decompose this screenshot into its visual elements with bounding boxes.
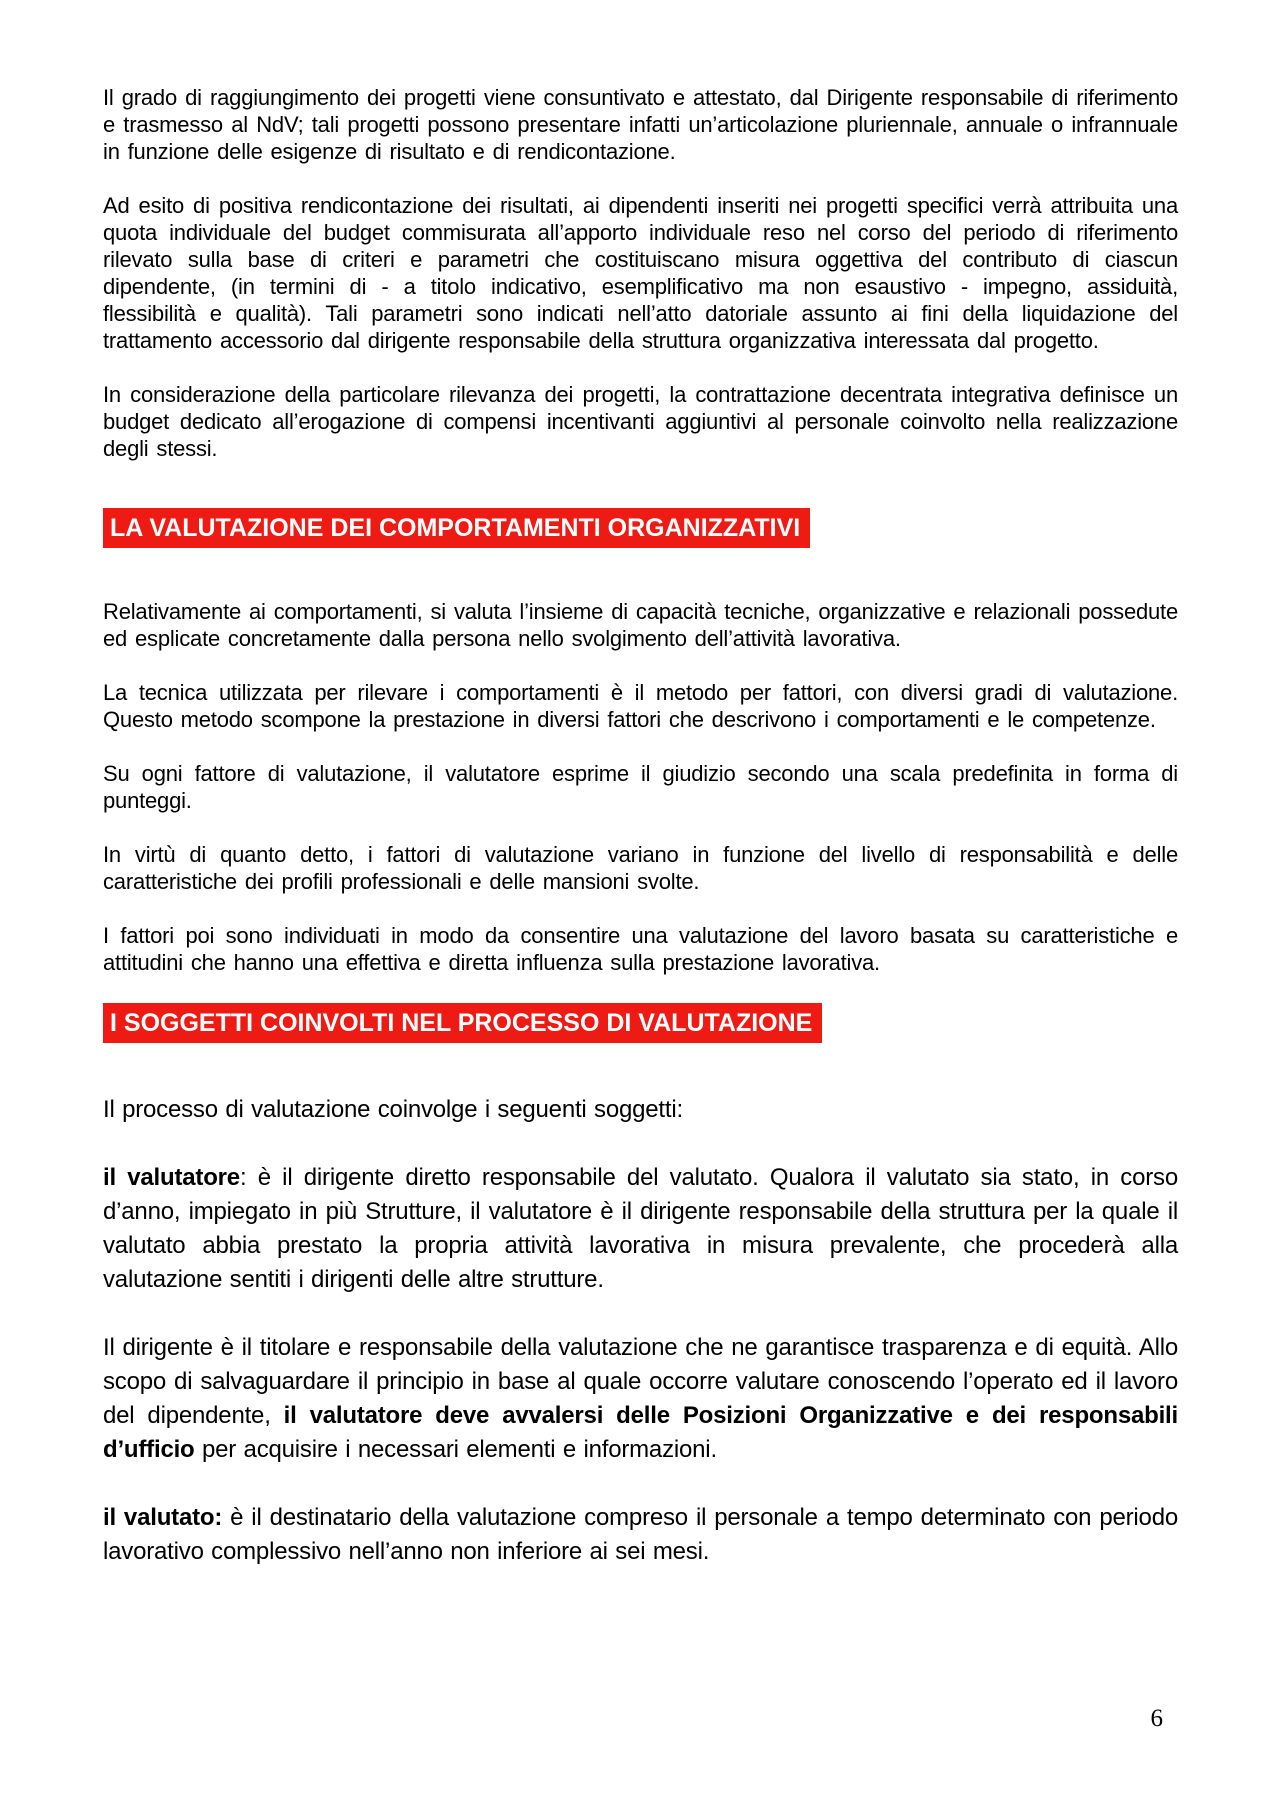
evaluatee-definition-text: è il destinatario della valutazione compreso il personale a tempo determinato con periodo lavorativo complessivo nell’anno non inferiore ai sei mesi. xyxy=(103,1504,1178,1565)
evaluatee-term: il valutato: xyxy=(103,1504,223,1531)
manager-responsibility-text-post: per acquisire i necessari elementi e informazioni. xyxy=(194,1436,717,1463)
evaluator-term: il valutatore xyxy=(103,1164,240,1191)
paragraph-behaviors-capacities: Relativamente ai comportamenti, si valuta l’insieme di capacità tecniche, organizzative e relazionali possedute ed esplicate concretamente dalla persona nello svolgimento dell’attività lavorativa. xyxy=(103,599,1178,651)
section-heading-subjects xyxy=(103,1003,1178,1043)
paragraph-evaluatee-definition xyxy=(103,1501,1178,1569)
page-content xyxy=(103,84,1178,1603)
section-heading-behaviors-label: LA VALUTAZIONE DEI COMPORTAMENTI ORGANIZZATIVI xyxy=(103,508,810,548)
paragraph-behaviors-factor-variation: In virtù di quanto detto, i fattori di valutazione variano in funzione del livello di responsabilità e delle caratteristiche dei profili professionali e delle mansioni svolte. xyxy=(103,842,1178,894)
paragraph-evaluator-definition xyxy=(103,1161,1178,1297)
paragraph-manager-responsibility xyxy=(103,1331,1178,1467)
section-heading-behaviors xyxy=(103,508,1178,548)
paragraph-behaviors-factor-selection: I fattori poi sono individuati in modo da consentire una valutazione del lavoro basata su caratteristiche e attitudini che hanno una effettiva e diretta influenza sulla prestazione lavorativa. xyxy=(103,923,1178,975)
paragraph-behaviors-scoring-scale: Su ogni fattore di valutazione, il valutatore esprime il giudizio secondo una scala predefinita in forma di punteggi. xyxy=(103,761,1178,813)
section-heading-subjects-label: I SOGGETTI COINVOLTI NEL PROCESSO DI VALUTAZIONE xyxy=(103,1003,822,1043)
paragraph-behaviors-factor-method: La tecnica utilizzata per rilevare i comportamenti è il metodo per fattori, con diversi gradi di valutazione. Questo metodo scompone la prestazione in diversi fattori che descrivono i comportamenti e le competenze. xyxy=(103,680,1178,732)
evaluator-definition-text: : è il dirigente diretto responsabile del valutato. Qualora il valutato sia stato, in corso d’anno, impiegato in più Strutture, il valutatore è il dirigente responsabile della struttura per la quale il valutato abbia prestato la propria attività lavorativa in misura prevalente, che procederà alla valutazione sentiti i dirigenti delle altre strutture. xyxy=(103,1164,1178,1293)
paragraph-projects-decentralized-bargaining: In considerazione della particolare rilevanza dei progetti, la contrattazione decentrata integrativa definisce un budget dedicato all’erogazione di compensi incentivanti aggiuntivi al personale coinvolto nella realizzazione degli stessi. xyxy=(103,382,1178,461)
paragraph-subjects-intro: Il processo di valutazione coinvolge i seguenti soggetti: xyxy=(103,1096,683,1123)
paragraph-projects-budget-quota: Ad esito di positiva rendicontazione dei risultati, ai dipendenti inseriti nei progetti specifici verrà attribuita una quota individuale del budget commisurata all’apporto individuale reso nel corso del periodo di riferimento rilevato sulla base di criteri e parametri che costituiscano misura oggettiva del contributo di ciascun dipendente, (in termini di - a titolo indicativo, esemplificativo ma non esaustivo - impegno, assiduità, flessibilità e qualità). Tali parametri sono indicati nell’atto datoriale assunto ai fini della liquidazione del trattamento accessorio dal dirigente responsabile della struttura organizzativa interessata dal progetto. xyxy=(103,193,1178,353)
manager-responsibility-text-pre: Il dirigente è il titolare e responsabile della valutazione che ne garantisce trasparenza e di equità. Allo scopo di salvaguardare il principio in base al quale occorre valutare conoscendo l’operato ed il lavoro del dipendente, xyxy=(103,1334,1178,1429)
page-number: 6 xyxy=(1150,1705,1163,1732)
paragraph-projects-reporting: Il grado di raggiungimento dei progetti viene consuntivato e attestato, dal Dirigente responsabile di riferimento e trasmesso al NdV; tali progetti possono presentare infatti un’articolazione pluriennale, annuale o infrannuale in funzione delle esigenze di risultato e di rendicontazione. xyxy=(103,85,1178,164)
manager-responsibility-bold-clause: il valutatore deve avvalersi delle Posizioni Organizzative e dei responsabili d’ufficio xyxy=(103,1402,1178,1463)
